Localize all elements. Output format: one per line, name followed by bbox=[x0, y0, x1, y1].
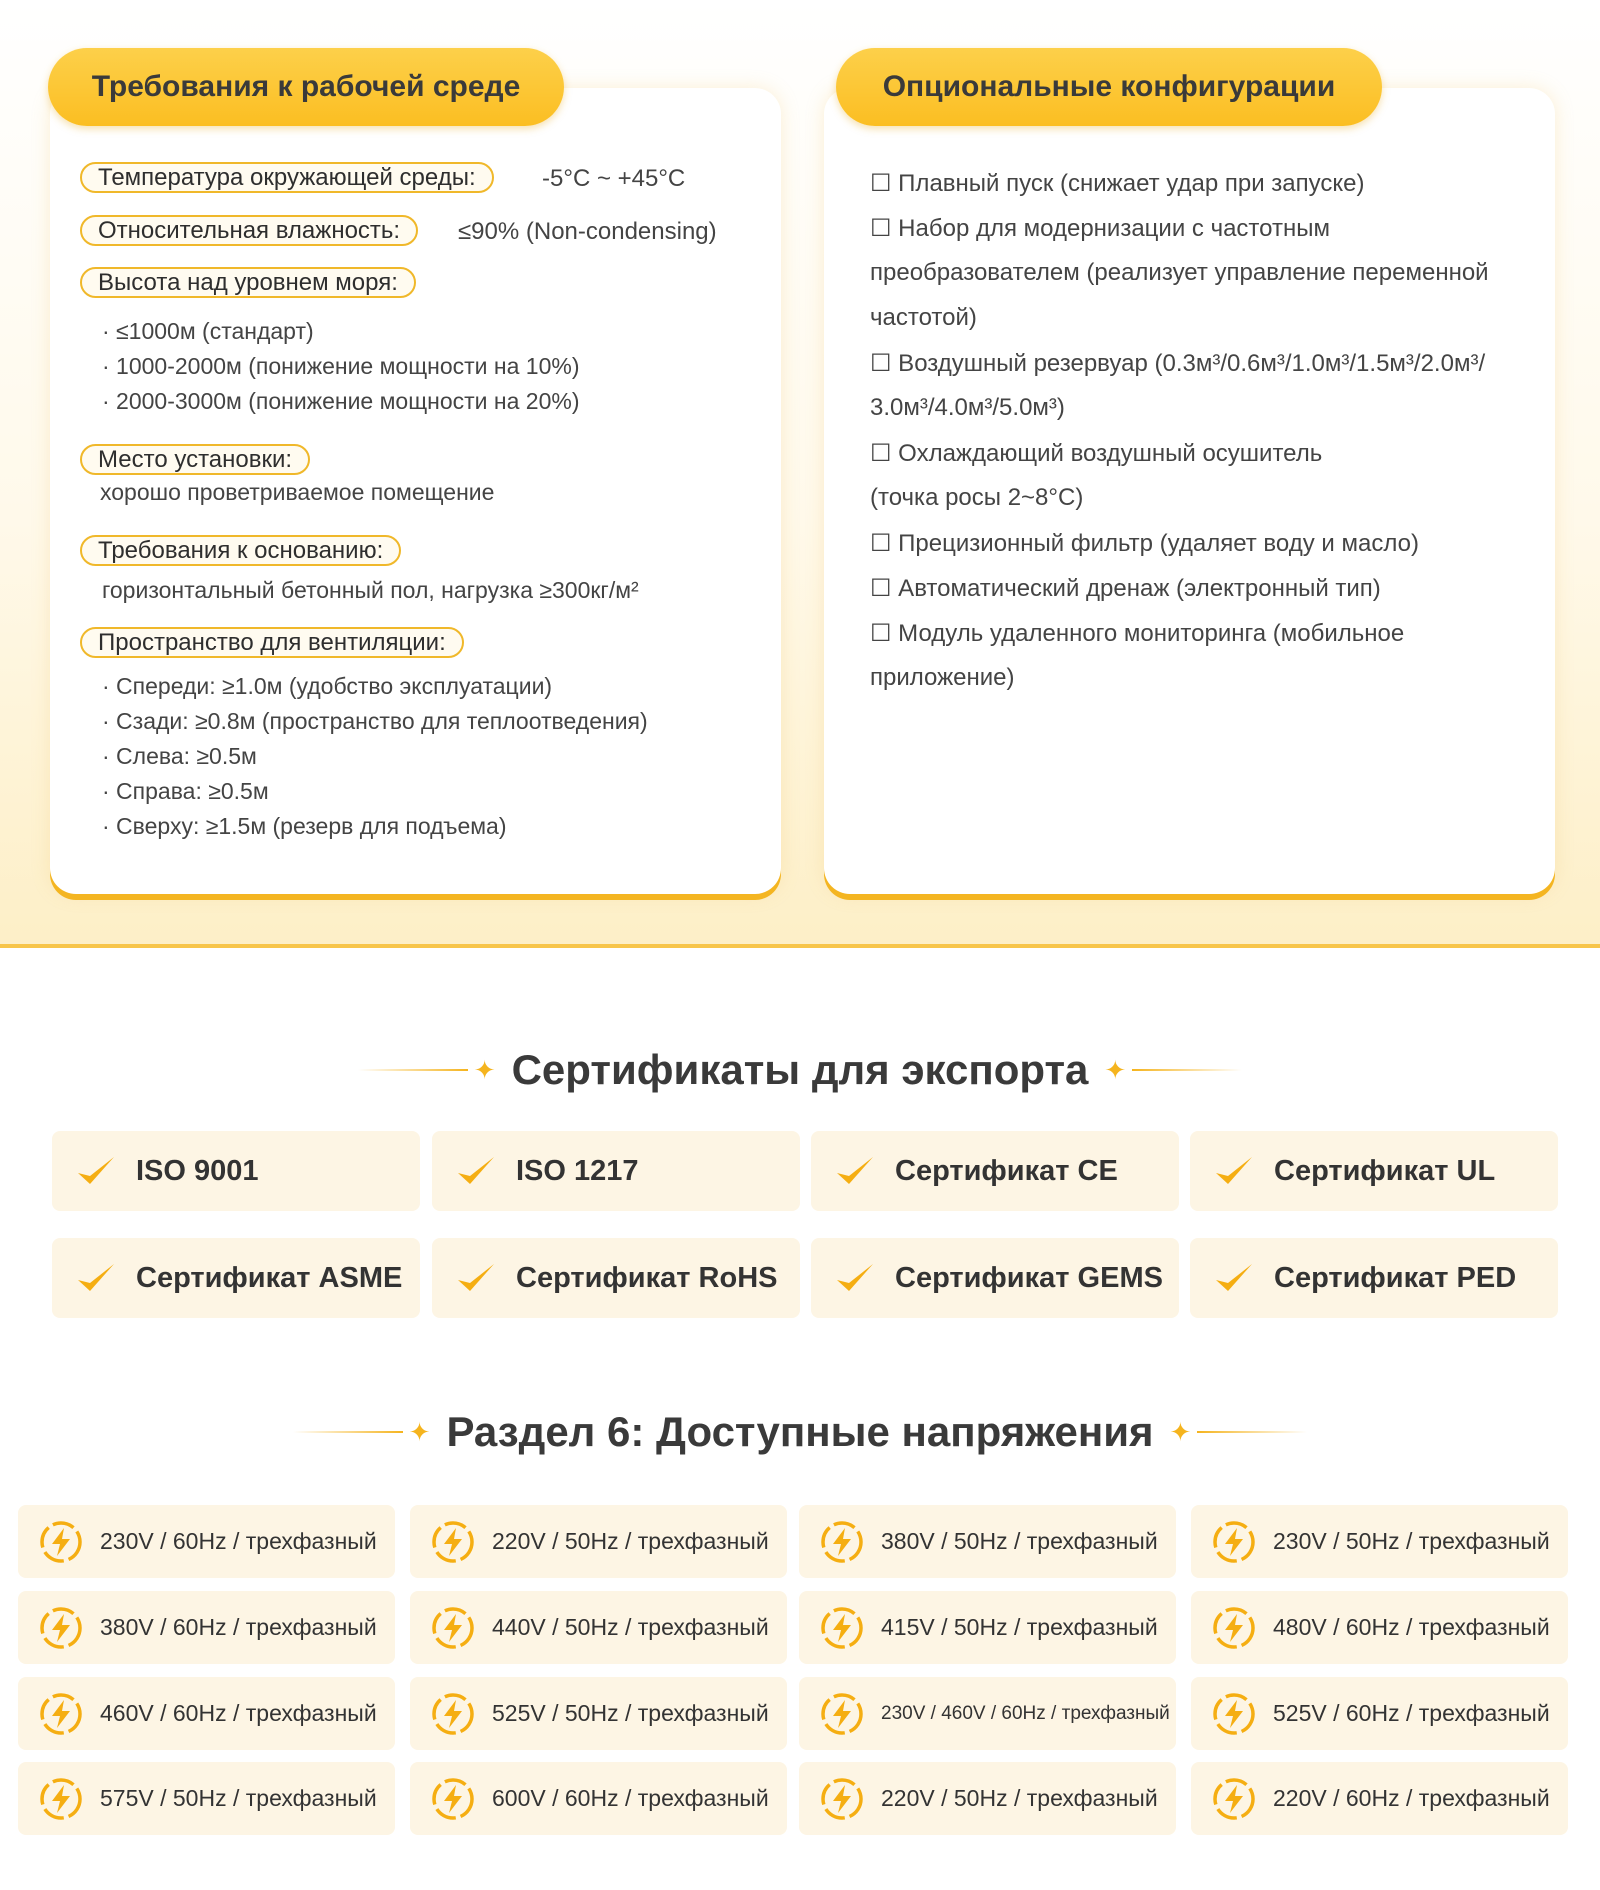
certificates-title: Сертификаты для экспорта bbox=[511, 1046, 1089, 1093]
location-value: хорошо проветриваемое помещение bbox=[100, 479, 495, 505]
lightning-bolt-icon bbox=[819, 1776, 865, 1822]
altitude-item: · 2000-3000м (понижение мощности на 20%) bbox=[102, 388, 580, 414]
voltage-label: 525V / 60Hz / трехфазный bbox=[1273, 1700, 1550, 1726]
lightning-bolt-icon bbox=[430, 1519, 476, 1565]
voltage-tile bbox=[799, 1762, 1176, 1835]
voltage-tile bbox=[410, 1591, 787, 1664]
voltage-label: 230V / 60Hz / трехфазный bbox=[100, 1528, 377, 1554]
voltage-tile bbox=[410, 1505, 787, 1578]
certificate-name: Сертификат GEMS bbox=[895, 1261, 1163, 1294]
certificates-section-title bbox=[0, 1040, 1600, 1100]
certificate-tile bbox=[1190, 1131, 1558, 1211]
certificate-tile bbox=[432, 1131, 800, 1211]
voltage-label: 380V / 50Hz / трехфазный bbox=[881, 1528, 1158, 1554]
voltage-label: 230V / 50Hz / трехфазный bbox=[1273, 1528, 1550, 1554]
lightning-bolt-icon bbox=[1211, 1519, 1257, 1565]
certificate-name: Сертификат PED bbox=[1274, 1261, 1517, 1294]
lightning-bolt-icon bbox=[819, 1519, 865, 1565]
ventilation-item: · Сверху: ≥1.5м (резерв для подъема) bbox=[102, 813, 507, 839]
voltage-tile bbox=[18, 1762, 395, 1835]
certificate-tile bbox=[52, 1238, 420, 1318]
voltage-tile bbox=[1191, 1762, 1568, 1835]
checkmark-icon bbox=[74, 1149, 118, 1193]
location-label: Место установки: bbox=[80, 444, 310, 475]
lightning-bolt-icon bbox=[1211, 1776, 1257, 1822]
voltage-label: 220V / 50Hz / трехфазный bbox=[492, 1528, 769, 1554]
option-line: ☐ Модуль удаленного мониторинга (мобильное bbox=[870, 620, 1405, 647]
altitude-item: · ≤1000м (стандарт) bbox=[102, 318, 314, 344]
certificate-tile bbox=[52, 1131, 420, 1211]
voltage-label: 460V / 60Hz / трехфазный bbox=[100, 1700, 377, 1726]
option-line: ☐ Автоматический дренаж (электронный тип) bbox=[870, 575, 1381, 602]
altitude-item: · 1000-2000м (понижение мощности на 10%) bbox=[102, 353, 580, 379]
voltage-tile bbox=[799, 1505, 1176, 1578]
option-line: ☐ Охлаждающий воздушный осушитель bbox=[870, 440, 1323, 467]
certificate-tile bbox=[811, 1238, 1179, 1318]
certificate-name: Сертификат CE bbox=[895, 1154, 1118, 1187]
checkmark-icon bbox=[833, 1149, 877, 1193]
checkmark-icon bbox=[833, 1256, 877, 1300]
lightning-bolt-icon bbox=[38, 1776, 84, 1822]
lightning-bolt-icon bbox=[38, 1691, 84, 1737]
foundation-value: горизонтальный бетонный пол, нагрузка ≥300кг/м² bbox=[102, 577, 639, 603]
certificate-name: ISO 9001 bbox=[136, 1154, 259, 1187]
certificate-tile bbox=[432, 1238, 800, 1318]
ventilation-item: · Слева: ≥0.5м bbox=[102, 743, 257, 769]
humidity-value: ≤90% (Non-condensing) bbox=[458, 218, 717, 245]
certificate-name: ISO 1217 bbox=[516, 1154, 639, 1187]
ventilation-item: · Сзади: ≥0.8м (пространство для теплоотведения) bbox=[102, 708, 648, 734]
title-decor-line bbox=[293, 1431, 403, 1433]
environment-card-title: Требования к рабочей среде bbox=[48, 48, 564, 126]
voltage-label: 220V / 50Hz / трехфазный bbox=[881, 1785, 1158, 1811]
option-line: ☐ Воздушный резервуар (0.3м³/0.6м³/1.0м³/1.5м³/2.0м³/ bbox=[870, 350, 1486, 377]
option-line: 3.0м³/4.0м³/5.0м³) bbox=[870, 394, 1065, 421]
lightning-bolt-icon bbox=[38, 1519, 84, 1565]
option-line: частотой) bbox=[870, 304, 977, 331]
options-card-title: Опциональные конфигурации bbox=[836, 48, 1382, 126]
certificate-name: Сертификат UL bbox=[1274, 1154, 1496, 1187]
checkmark-icon bbox=[1212, 1256, 1256, 1300]
option-line: ☐ Прецизионный фильтр (удаляет воду и масло) bbox=[870, 530, 1419, 557]
four-point-star-icon: ✦ bbox=[1169, 1417, 1192, 1447]
option-line: преобразователем (реализует управление переменной bbox=[870, 259, 1489, 286]
lightning-bolt-icon bbox=[38, 1605, 84, 1651]
voltage-tile bbox=[799, 1677, 1176, 1750]
four-point-star-icon: ✦ bbox=[473, 1055, 496, 1085]
certificate-tile bbox=[1190, 1238, 1558, 1318]
voltages-section-title bbox=[0, 1402, 1600, 1462]
voltage-tile bbox=[1191, 1505, 1568, 1578]
checkmark-icon bbox=[454, 1149, 498, 1193]
voltage-tile bbox=[18, 1677, 395, 1750]
ventilation-item: · Справа: ≥0.5м bbox=[102, 778, 269, 804]
certificate-tile bbox=[811, 1131, 1179, 1211]
temperature-label: Температура окружающей среды: bbox=[80, 162, 494, 193]
ventilation-item: · Спереди: ≥1.0м (удобство эксплуатации) bbox=[102, 673, 553, 699]
option-line: ☐ Набор для модернизации с частотным bbox=[870, 215, 1330, 242]
checkmark-icon bbox=[74, 1256, 118, 1300]
ventilation-label: Пространство для вентиляции: bbox=[80, 627, 464, 658]
humidity-label: Относительная влажность: bbox=[80, 215, 418, 246]
lightning-bolt-icon bbox=[819, 1605, 865, 1651]
lightning-bolt-icon bbox=[430, 1776, 476, 1822]
voltage-tile bbox=[18, 1591, 395, 1664]
foundation-label: Требования к основанию: bbox=[80, 535, 401, 566]
lightning-bolt-icon bbox=[1211, 1691, 1257, 1737]
checkmark-icon bbox=[1212, 1149, 1256, 1193]
voltage-tile bbox=[410, 1762, 787, 1835]
option-line: ☐ Плавный пуск (снижает удар при запуске) bbox=[870, 170, 1365, 197]
title-decor-line bbox=[1132, 1069, 1242, 1071]
altitude-label: Высота над уровнем моря: bbox=[80, 267, 416, 298]
option-line: приложение) bbox=[870, 664, 1015, 691]
voltage-label: 220V / 60Hz / трехфазный bbox=[1273, 1785, 1550, 1811]
voltage-label: 415V / 50Hz / трехфазный bbox=[881, 1614, 1158, 1640]
lightning-bolt-icon bbox=[1211, 1605, 1257, 1651]
temperature-value: -5°C ~ +45°C bbox=[542, 165, 686, 192]
voltage-tile bbox=[799, 1591, 1176, 1664]
voltage-label: 380V / 60Hz / трехфазный bbox=[100, 1614, 377, 1640]
voltage-label: 600V / 60Hz / трехфазный bbox=[492, 1785, 769, 1811]
voltage-tile bbox=[1191, 1591, 1568, 1664]
voltage-label: 440V / 50Hz / трехфазный bbox=[492, 1614, 769, 1640]
four-point-star-icon: ✦ bbox=[408, 1417, 431, 1447]
voltage-tile bbox=[410, 1677, 787, 1750]
voltage-label: 230V / 460V / 60Hz / трехфазный bbox=[881, 1702, 1170, 1724]
voltage-tile bbox=[18, 1505, 395, 1578]
lightning-bolt-icon bbox=[430, 1691, 476, 1737]
certificate-name: Сертификат RoHS bbox=[516, 1261, 778, 1294]
title-decor-line bbox=[1197, 1431, 1307, 1433]
lightning-bolt-icon bbox=[819, 1691, 865, 1737]
voltages-title: Раздел 6: Доступные напряжения bbox=[446, 1408, 1154, 1455]
voltage-label: 525V / 50Hz / трехфазный bbox=[492, 1700, 769, 1726]
voltage-label: 480V / 60Hz / трехфазный bbox=[1273, 1614, 1550, 1640]
title-decor-line bbox=[358, 1069, 468, 1071]
four-point-star-icon: ✦ bbox=[1104, 1055, 1127, 1085]
voltage-label: 575V / 50Hz / трехфазный bbox=[100, 1785, 377, 1811]
option-line: (точка росы 2~8°C) bbox=[870, 484, 1084, 511]
certificate-name: Сертификат ASME bbox=[136, 1261, 403, 1294]
checkmark-icon bbox=[454, 1256, 498, 1300]
voltage-tile bbox=[1191, 1677, 1568, 1750]
lightning-bolt-icon bbox=[430, 1605, 476, 1651]
